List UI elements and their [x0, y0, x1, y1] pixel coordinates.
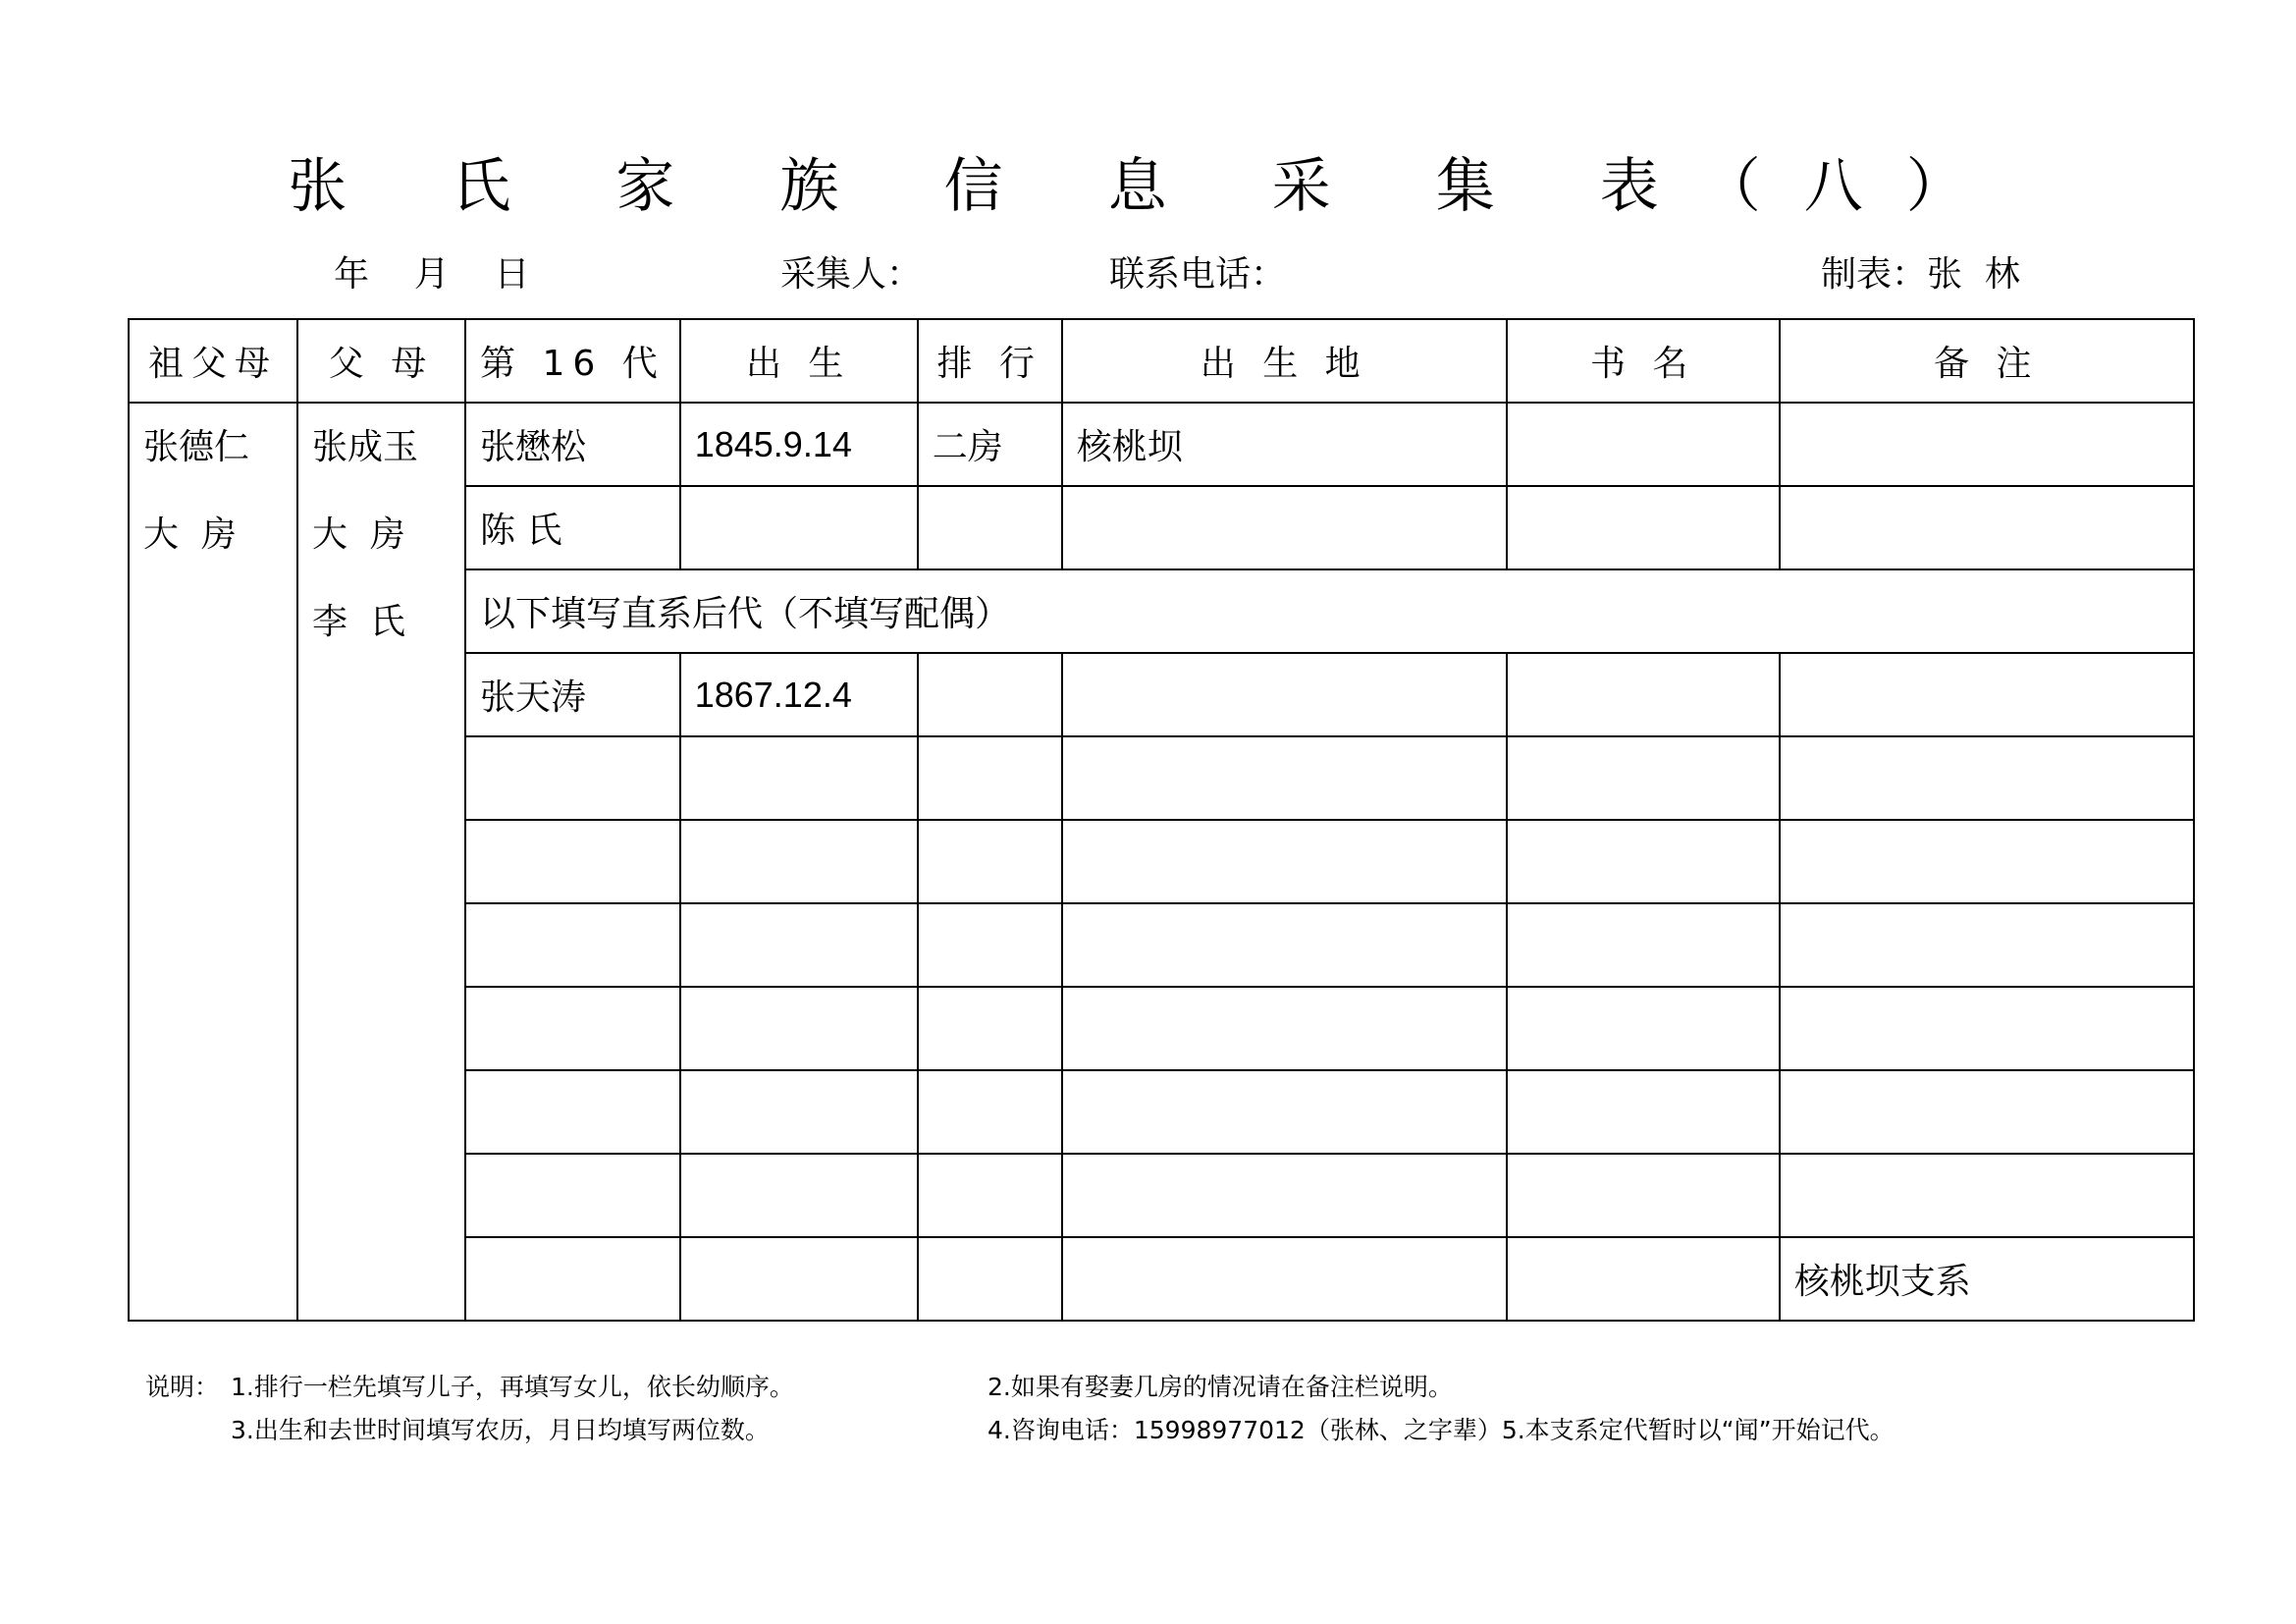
- remark-cell[interactable]: [1780, 403, 2194, 486]
- date-field-label: 年 月 日: [334, 254, 530, 295]
- rank-cell[interactable]: [918, 653, 1062, 736]
- book-name-cell[interactable]: [1507, 653, 1780, 736]
- name-cell[interactable]: [465, 903, 680, 987]
- collector-label: 采集人：: [780, 254, 923, 295]
- note-3: 3.出生和去世时间填写农历，月日均填写两位数。: [231, 1416, 770, 1444]
- grandparents-cell: [129, 403, 297, 1321]
- remark-cell[interactable]: [1780, 820, 2194, 903]
- family-info-table: [128, 318, 2195, 1322]
- rank-cell[interactable]: [918, 820, 1062, 903]
- birth-cell[interactable]: [680, 1154, 918, 1237]
- header-cell: 出 生 地: [1062, 319, 1507, 403]
- header-cell: 祖父母: [129, 319, 297, 403]
- name-cell[interactable]: [465, 1237, 680, 1321]
- birth-cell[interactable]: 1867.12.4: [680, 653, 918, 736]
- name-cell[interactable]: 张懋松: [465, 403, 680, 486]
- birth-cell[interactable]: [680, 486, 918, 569]
- name-cell[interactable]: [465, 987, 680, 1070]
- notes-label: 说明：: [145, 1373, 220, 1401]
- birth-cell[interactable]: [680, 820, 918, 903]
- birthplace-cell[interactable]: [1062, 1154, 1507, 1237]
- header-cell: 出 生: [680, 319, 918, 403]
- rank-cell[interactable]: [918, 1070, 1062, 1154]
- birthplace-cell[interactable]: [1062, 820, 1507, 903]
- rank-cell[interactable]: [918, 987, 1062, 1070]
- header-cell: 备 注: [1780, 319, 2194, 403]
- name-cell[interactable]: [465, 1154, 680, 1237]
- birth-cell[interactable]: [680, 1237, 918, 1321]
- birthplace-cell[interactable]: [1062, 1070, 1507, 1154]
- birth-cell[interactable]: [680, 1070, 918, 1154]
- name-cell[interactable]: [465, 736, 680, 820]
- header-cell: 第 16 代: [465, 319, 680, 403]
- table-row: [129, 403, 2194, 486]
- name-cell[interactable]: 张天涛: [465, 653, 680, 736]
- grandparent-branch: 大 房: [143, 514, 237, 555]
- book-name-cell[interactable]: [1507, 987, 1780, 1070]
- parent-name: 张成玉: [312, 427, 419, 467]
- rank-cell[interactable]: [918, 1237, 1062, 1321]
- book-name-cell[interactable]: [1507, 403, 1780, 486]
- rank-cell[interactable]: 二房: [918, 403, 1062, 486]
- header-cell: 排 行: [918, 319, 1062, 403]
- note-2: 2.如果有娶妻几房的情况请在备注栏说明。: [988, 1373, 1453, 1401]
- header-cell: 书 名: [1507, 319, 1780, 403]
- book-name-cell[interactable]: [1507, 820, 1780, 903]
- name-cell[interactable]: [465, 1070, 680, 1154]
- birth-cell[interactable]: [680, 736, 918, 820]
- book-name-cell[interactable]: [1507, 486, 1780, 569]
- parents-cell: [297, 403, 465, 1321]
- book-name-cell[interactable]: [1507, 1154, 1780, 1237]
- rank-cell[interactable]: [918, 736, 1062, 820]
- book-name-cell[interactable]: [1507, 1237, 1780, 1321]
- birthplace-cell[interactable]: [1062, 653, 1507, 736]
- page-title: 张 氏 家 族 信 息 采 集 表（八）: [288, 152, 2008, 221]
- book-name-cell[interactable]: [1507, 903, 1780, 987]
- name-cell[interactable]: [465, 820, 680, 903]
- rank-cell[interactable]: [918, 903, 1062, 987]
- remark-cell[interactable]: [1780, 987, 2194, 1070]
- birthplace-cell[interactable]: [1062, 1237, 1507, 1321]
- parent-spouse: 李 氏: [312, 602, 405, 642]
- remark-cell[interactable]: [1780, 1070, 2194, 1154]
- remark-cell[interactable]: [1780, 653, 2194, 736]
- birth-cell[interactable]: [680, 987, 918, 1070]
- header-cell: 父 母: [297, 319, 465, 403]
- note-1: 1.排行一栏先填写儿子，再填写女儿，依长幼顺序。: [231, 1373, 794, 1401]
- remark-cell[interactable]: 核桃坝支系: [1780, 1237, 2194, 1321]
- note-4: 4.咨询电话：15998977012（张林、之字辈）5.本支系定代暂时以“闻”开始记代。: [988, 1416, 1895, 1444]
- maker-label: 制表：张 林: [1821, 254, 2020, 295]
- name-cell[interactable]: 陈 氏: [465, 486, 680, 569]
- remark-cell[interactable]: [1780, 736, 2194, 820]
- phone-label: 联系电话：: [1109, 254, 1287, 295]
- birthplace-cell[interactable]: [1062, 486, 1507, 569]
- rank-cell[interactable]: [918, 486, 1062, 569]
- descendant-note: 以下填写直系后代（不填写配偶）: [465, 569, 2194, 653]
- remark-cell[interactable]: [1780, 903, 2194, 987]
- remark-cell[interactable]: [1780, 1154, 2194, 1237]
- birthplace-cell[interactable]: 核桃坝: [1062, 403, 1507, 486]
- birth-cell[interactable]: [680, 903, 918, 987]
- remark-cell[interactable]: [1780, 486, 2194, 569]
- rank-cell[interactable]: [918, 1154, 1062, 1237]
- grandparent-name: 张德仁: [143, 427, 250, 467]
- birthplace-cell[interactable]: [1062, 987, 1507, 1070]
- birthplace-cell[interactable]: [1062, 903, 1507, 987]
- birth-cell[interactable]: 1845.9.14: [680, 403, 918, 486]
- header-row: [129, 319, 2194, 403]
- birthplace-cell[interactable]: [1062, 736, 1507, 820]
- book-name-cell[interactable]: [1507, 1070, 1780, 1154]
- book-name-cell[interactable]: [1507, 736, 1780, 820]
- parent-branch: 大 房: [312, 514, 405, 555]
